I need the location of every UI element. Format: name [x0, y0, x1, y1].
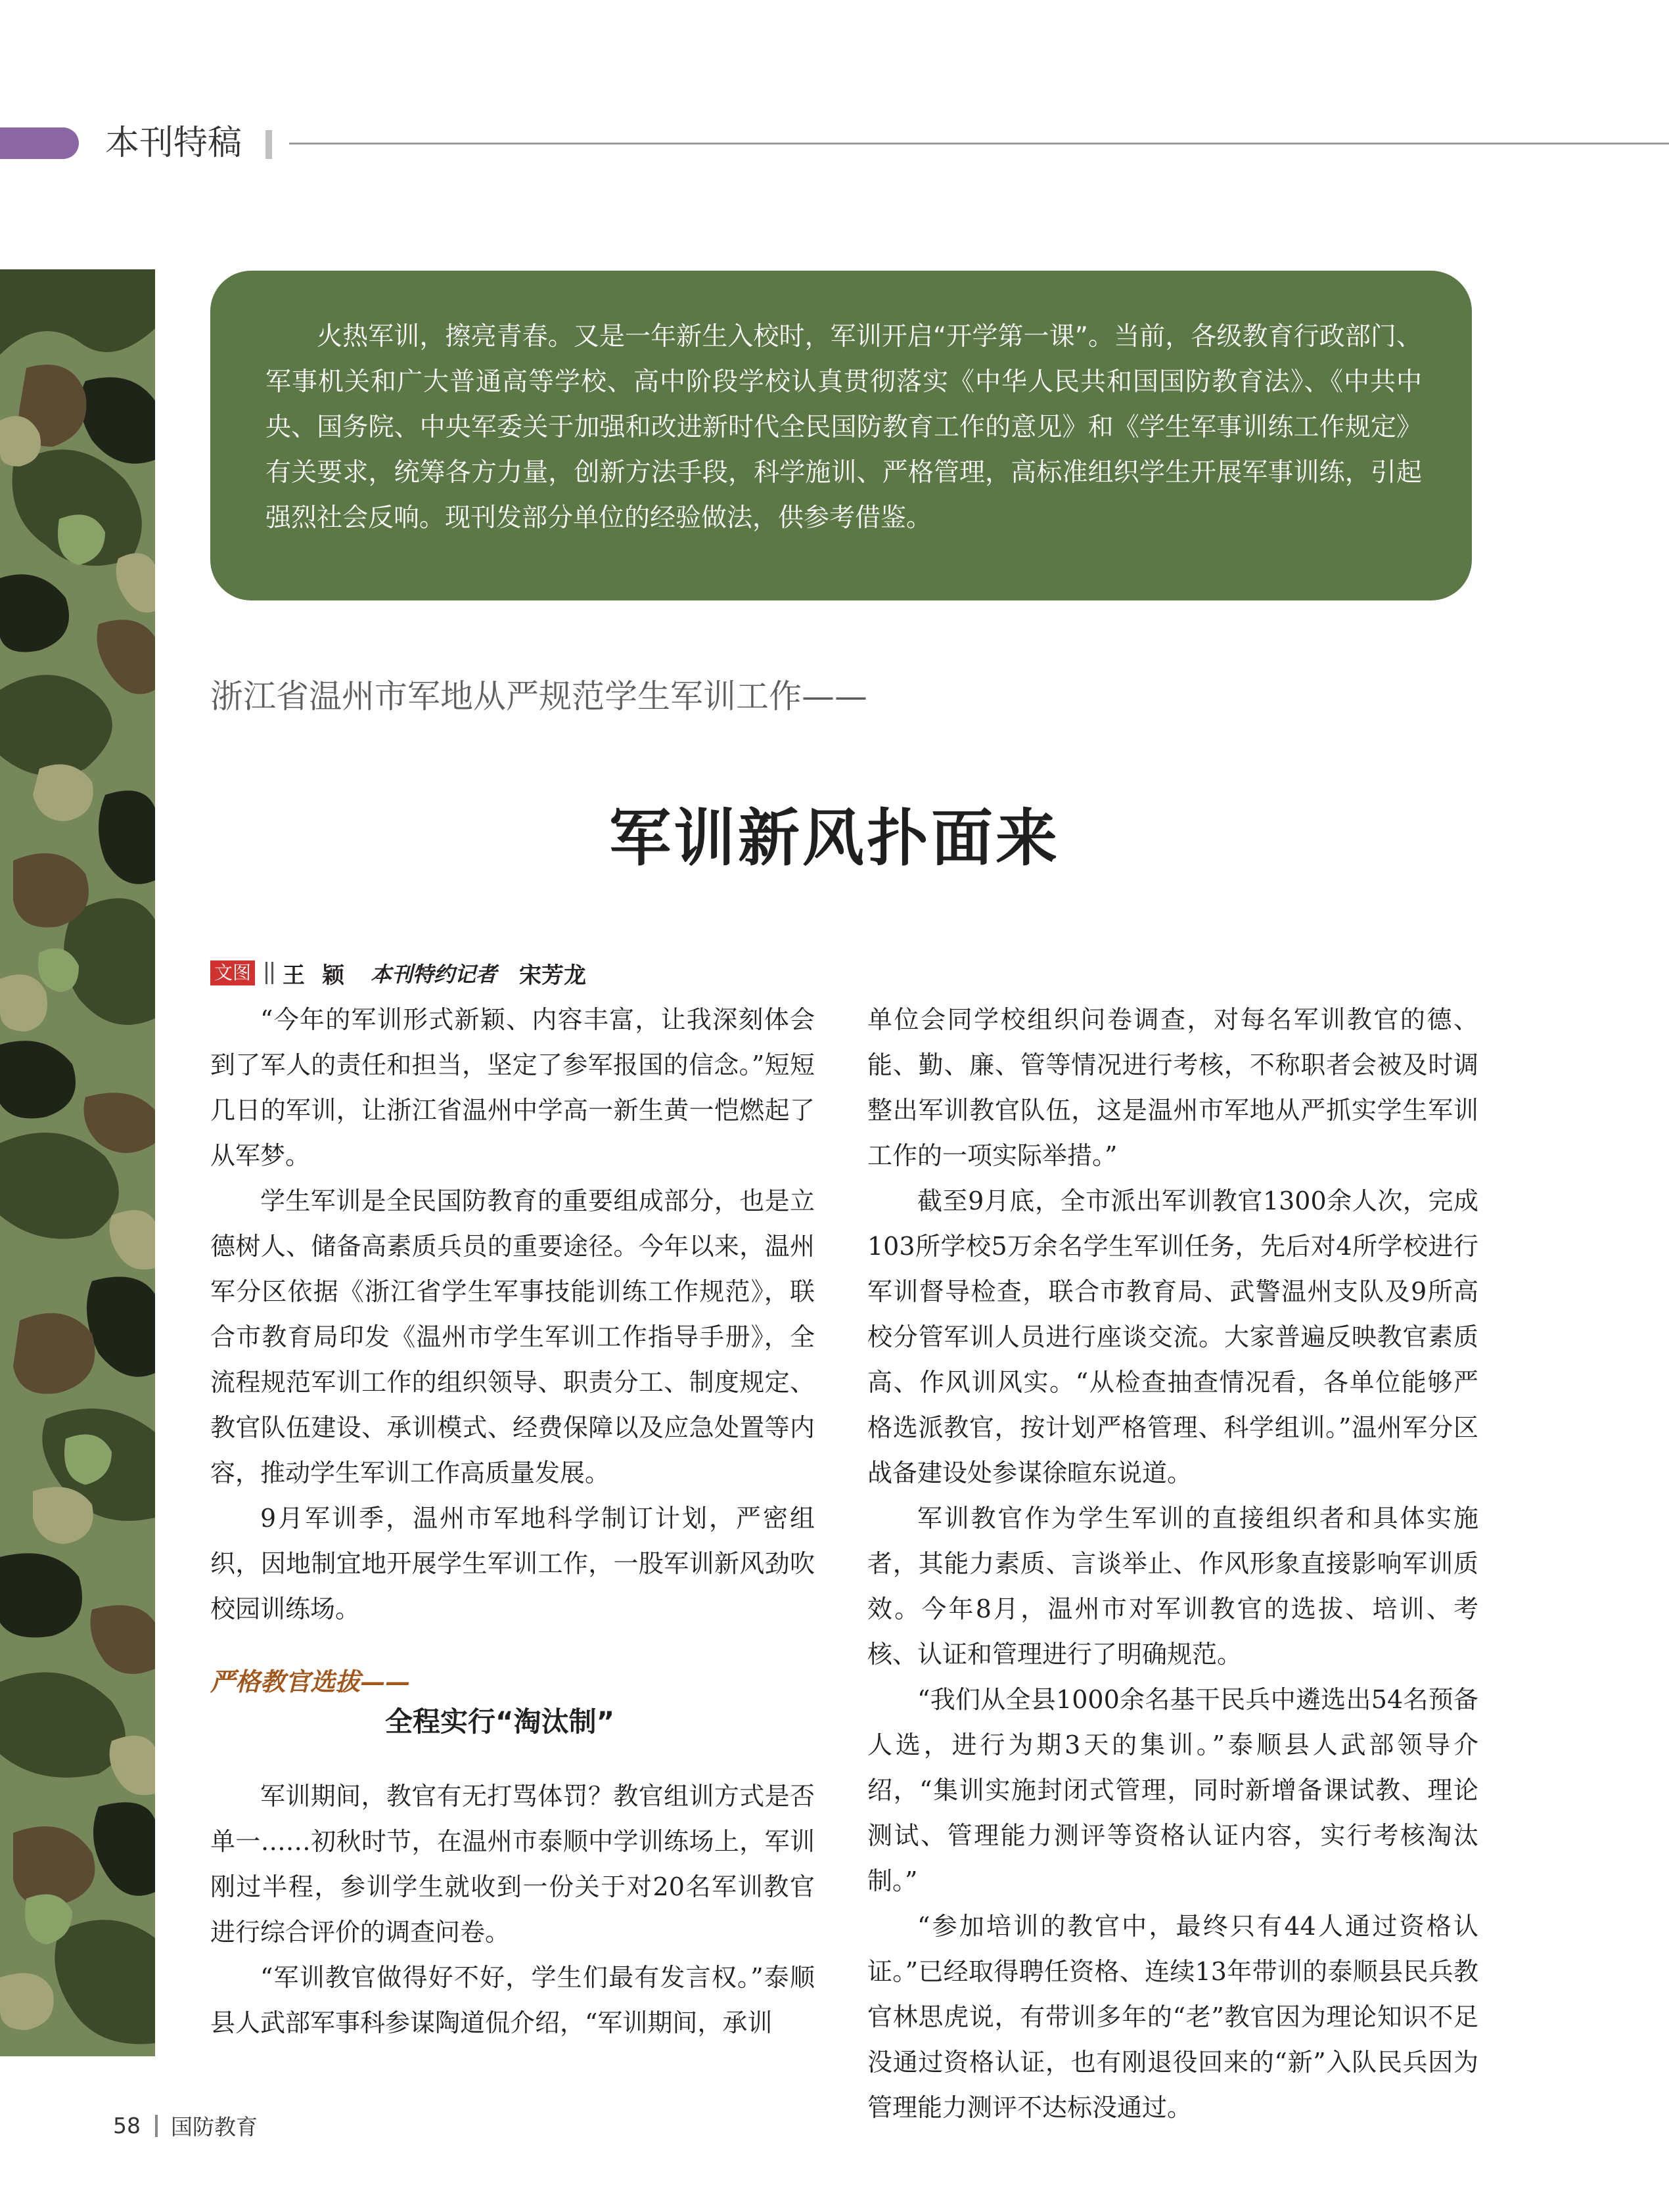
subheading [210, 1662, 815, 1742]
article-column-left [210, 997, 815, 2046]
page-number: 58 [113, 2113, 141, 2138]
subheading-lead: 严格教官选拔—— [210, 1667, 411, 1696]
paragraph: “参加培训的教官中，最终只有44人通过资格认证。”已经取得聘任资格、连续13年带训的泰顺县民兵教官林思虎说，有带训多年的“老”教官因为理论知识不足没通过资格认证，也有刚退役回来的“新”入队民兵因为管理能力测评不达标没通过。 [867, 1912, 1478, 2122]
paragraph: 军训教官作为学生军训的直接组织者和具体实施者，其能力素质、言谈举止、作风形象直接影响军训质效。今年8月，温州市对军训教官的选拔、培训、考核、认证和管理进行了明确规范。 [867, 1504, 1478, 1669]
footer-separator [155, 2115, 158, 2137]
section-title-separator [265, 130, 272, 159]
paragraph: “今年的军训形式新颖、内容丰富，让我深刻体会到了军人的责任和担当，坚定了参军报国的信念。”短短几日的军训，让浙江省温州中学高一新生黄一恺燃起了从军梦。 [210, 1005, 815, 1170]
author-name: 王颖 [283, 962, 362, 989]
intro-text: 火热军训，擦亮青春。又是一年新生入校时，军训开启“开学第一课”。当前，各级教育行政部门、军事机关和广大普通高等学校、高中阶段学校认真贯彻落实《中华人民共和国国防教育法》、《中共中央、国务院、中央军委关于加强和改进新时代全民国防教育工作的意见》和《学生军事训练工作规定》有关要求，统筹各方力量，创新方法手段，科学施训、严格管理，高标准组织学生开展军事训练，引起强烈社会反响。现刊发部分单位的经验做法，供参考借鉴。 [265, 322, 1422, 533]
author-role: 本刊特约记者 [371, 962, 497, 987]
byline-separator [265, 962, 273, 984]
paragraph: “我们从全县1000余名基干民兵中遴选出54名预备人选，进行为期3天的集训。”泰顺县人武部领导介绍，“集训实施封闭式管理，同时新增备课试教、理论测试、管理能力测评等资格认证内容，实行考核淘汰制。” [867, 1685, 1478, 1895]
article-title: 军训新风扑面来 [608, 803, 1060, 874]
article-kicker: 浙江省温州市军地从严规范学生军训工作—— [210, 677, 867, 715]
magazine-name: 国防教育 [171, 2114, 258, 2140]
header-rule [289, 143, 1669, 145]
camouflage-pattern [0, 269, 155, 2056]
subheading-title: 全程实行“淘汰制” [385, 1705, 615, 1738]
intro-box [210, 271, 1472, 600]
page-footer [113, 2110, 258, 2141]
byline [210, 957, 586, 989]
paragraph: 截至9月底，全市派出军训教官1300余人次，完成103所学校5万余名学生军训任务，先后对4所学校进行军训督导检查，联合市教育局、武警温州支队及9所高校分管军训人员进行座谈交流。大家普遍反映教官素质高、作风训风实。“从检查抽查情况看，各单位能够严格选派教官，按计划严格管理、科学组训。”温州军分区战备建设处参谋徐暄东说道。 [867, 1186, 1478, 1487]
paragraph: 军训期间，教官有无打骂体罚？教官组训方式是否单一……初秋时节，在温州市泰顺中学训练场上，军训刚过半程，参训学生就收到一份关于对20名军训教官进行综合评价的调查问卷。 [210, 1782, 815, 1947]
section-title: 本刊特稿 [105, 124, 242, 163]
reporter-name: 宋芳龙 [519, 962, 587, 989]
byline-tag: 文图 [210, 960, 255, 985]
paragraph-continued: 单位会同学校组织问卷调查，对每名军训教官的德、能、勤、廉、管等情况进行考核，不称职者会被及时调整出军训教官队伍，这是温州市军地从严抓实学生军训工作的一项实际举措。” [867, 1005, 1478, 1170]
section-color-tab [0, 127, 79, 159]
camouflage-decoration [0, 269, 155, 2056]
paragraph: 9月军训季，温州市军地科学制订计划，严密组织，因地制宜地开展学生军训工作，一股军训新风劲吹校园训练场。 [210, 1504, 815, 1623]
article-column-right [867, 997, 1478, 2131]
paragraph: “军训教官做得好不好，学生们最有发言权。”泰顺县人武部军事科参谋陶道侃介绍，“军训期间，承训 [210, 1963, 815, 2037]
paragraph: 学生军训是全民国防教育的重要组成部分，也是立德树人、储备高素质兵员的重要途径。今年以来，温州军分区依据《浙江省学生军事技能训练工作规范》，联合市教育局印发《温州市学生军训工作指导手册》，全流程规范军训工作的组织领导、职责分工、制度规定、教官队伍建设、承训模式、经费保障以及应急处置等内容，推动学生军训工作高质量发展。 [210, 1186, 815, 1487]
